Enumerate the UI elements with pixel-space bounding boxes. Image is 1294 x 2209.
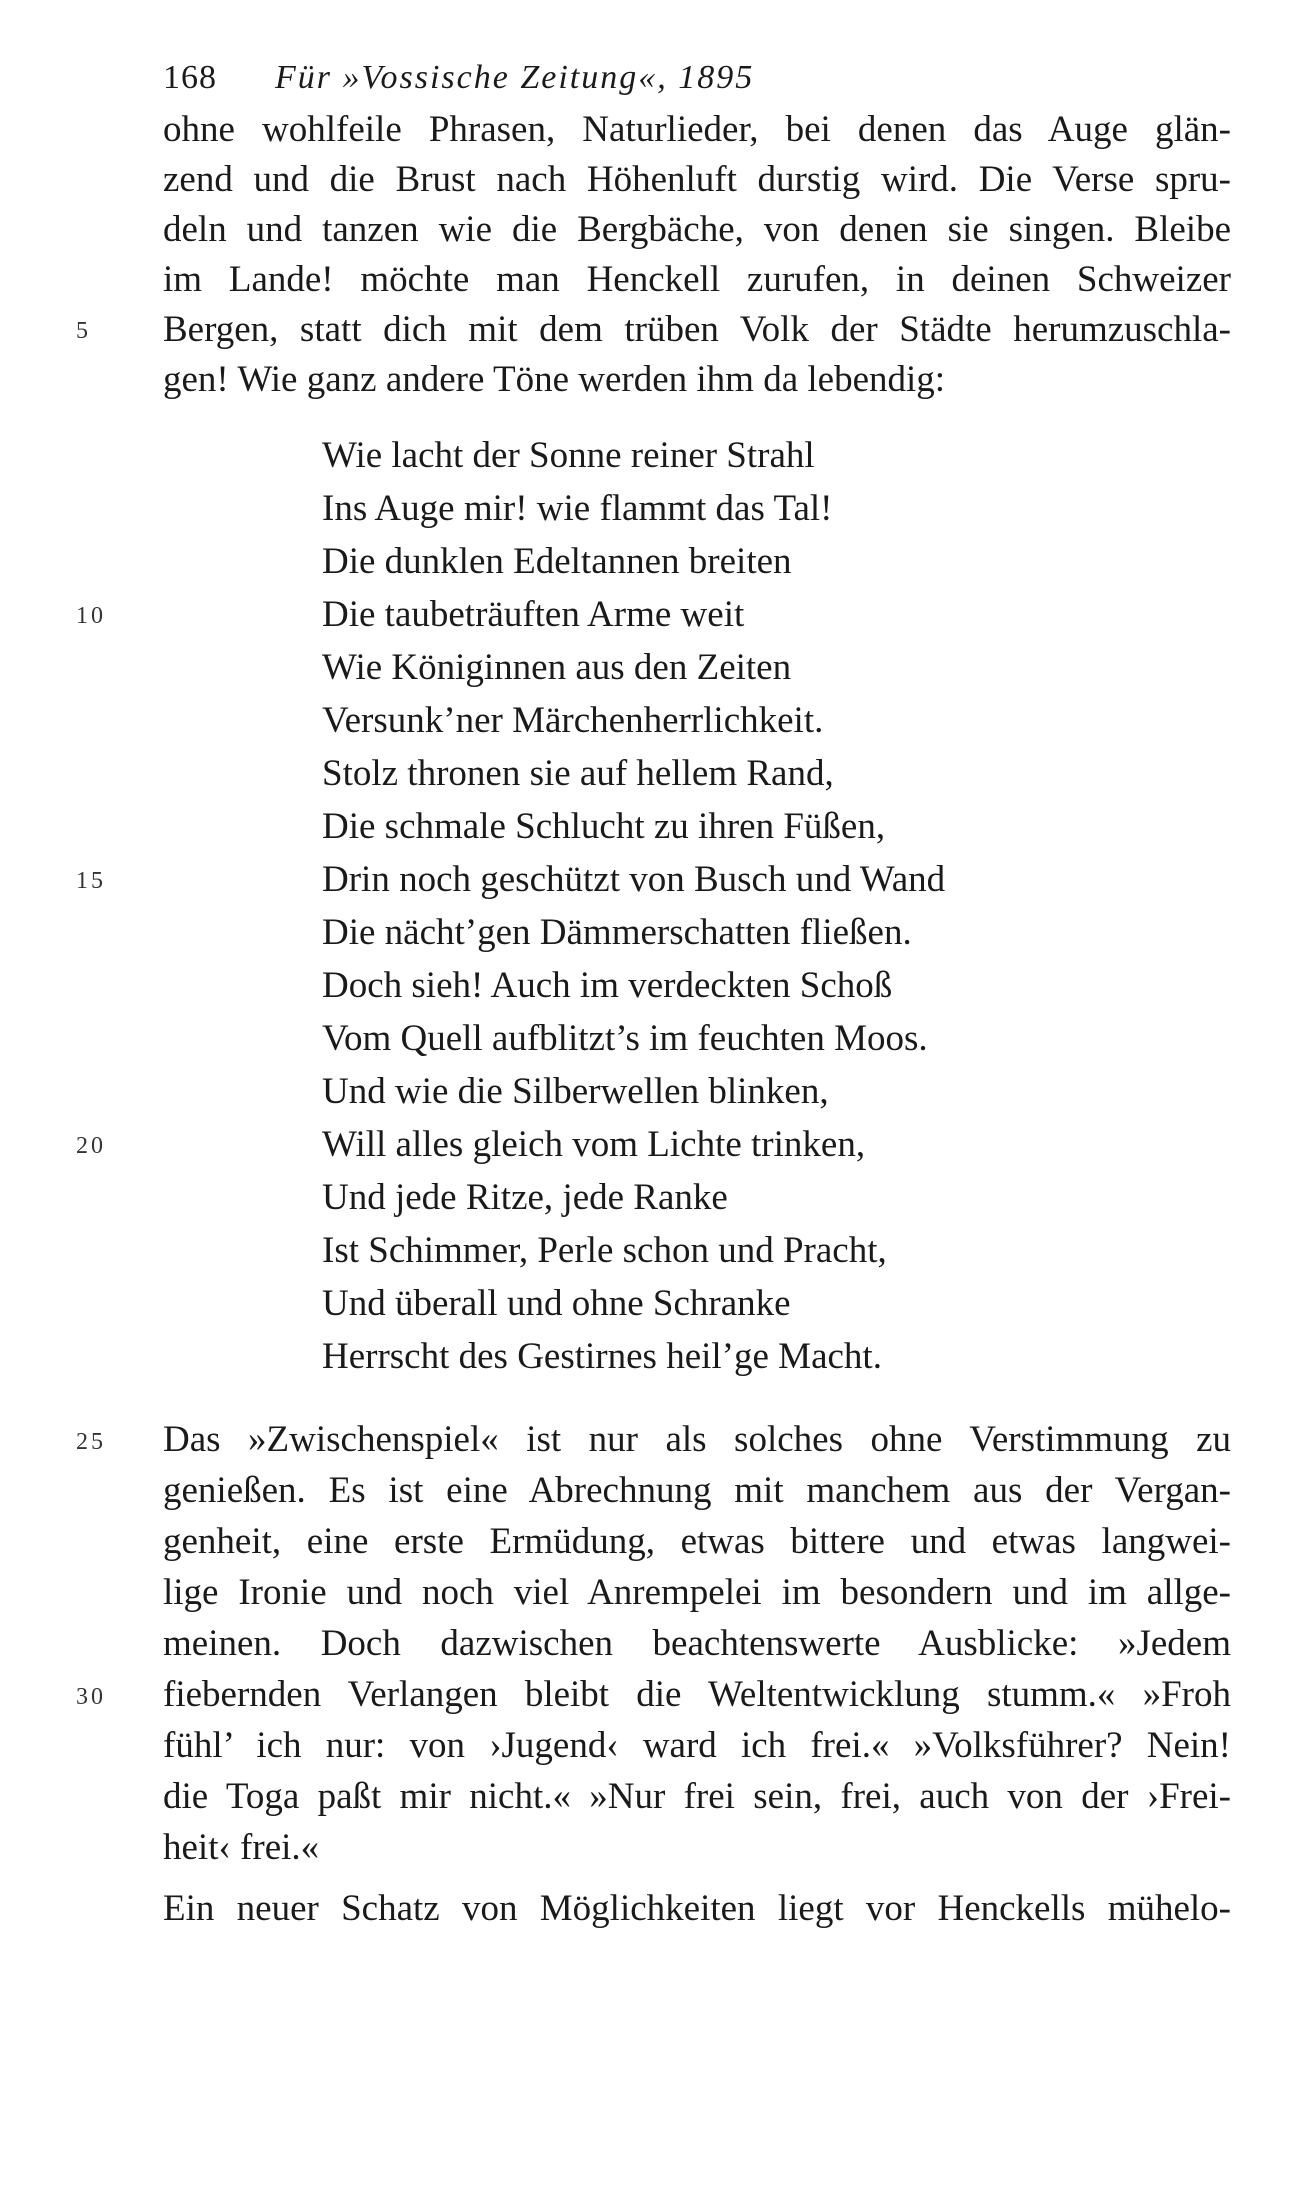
prose-line: Ein neuer Schatz von Möglichkeiten liegt vor Henckells mühelo- [163,1888,1231,1929]
line-number: 15 [76,868,106,894]
poem-line: Drin noch geschützt von Busch und Wand [322,859,946,900]
prose-line: genheit, eine erste Ermüdung, etwas bittere und etwas langwei- [163,1521,1231,1562]
page-header [163,58,754,98]
line-number: 5 [76,318,91,344]
line-number: 10 [76,603,106,629]
prose-line: heit‹ frei.« [163,1827,320,1868]
poem-line: Stolz thronen sie auf hellem Rand, [322,753,834,794]
poem-line: Wie lacht der Sonne reiner Strahl [322,435,815,476]
prose-line: genießen. Es ist eine Abrechnung mit manchem aus der Vergan- [163,1470,1231,1511]
prose-line: lige Ironie und noch viel Anrempelei im besondern und im allge- [163,1572,1231,1613]
prose-line: zend und die Brust nach Höhenluft durstig wird. Die Verse spru- [163,159,1231,200]
prose-line: fühl’ ich nur: von ›Jugend‹ ward ich frei.« »Volksführer? Nein! [163,1725,1231,1766]
prose-line: fiebernden Verlangen bleibt die Weltentwicklung stumm.« »Froh [163,1674,1231,1715]
poem-line: Die nächt’gen Dämmerschatten fließen. [322,912,912,953]
line-number: 20 [76,1133,106,1159]
poem-line: Herrscht des Gestirnes heil’ge Macht. [322,1336,882,1377]
prose-line: gen! Wie ganz andere Töne werden ihm da lebendig: [163,359,946,400]
prose-line: Das »Zwischenspiel« ist nur als solches ohne Verstimmung zu [163,1419,1231,1460]
poem-line: Und wie die Silberwellen blinken, [322,1071,829,1112]
poem-line: Versunk’ner Märchenherrlichkeit. [322,700,824,741]
poem-line: Doch sieh! Auch im verdeckten Schoß [322,965,893,1006]
poem-line: Und überall und ohne Schranke [322,1283,791,1324]
poem-line: Vom Quell aufblitzt’s im feuchten Moos. [322,1018,928,1059]
poem-line: Die taubeträuften Arme weit [322,594,745,635]
poem-line: Will alles gleich vom Lichte trinken, [322,1124,866,1165]
line-number: 30 [76,1684,106,1710]
prose-line: im Lande! möchte man Henckell zurufen, in deinen Schweizer [163,259,1231,300]
poem-line: Und jede Ritze, jede Ranke [322,1177,728,1218]
prose-line: deln und tanzen wie die Bergbäche, von denen sie singen. Bleibe [163,209,1231,250]
prose-line: ohne wohlfeile Phrasen, Naturlieder, bei denen das Auge glän- [163,109,1231,150]
poem-line: Die dunklen Edeltannen breiten [322,541,792,582]
page-number: 168 [163,59,217,96]
prose-line: meinen. Doch dazwischen beachtenswerte Ausblicke: »Jedem [163,1623,1231,1664]
prose-line: Bergen, statt dich mit dem trüben Volk der Städte herumzuschla- [163,309,1231,350]
prose-line: die Toga paßt mir nicht.« »Nur frei sein, frei, auch von der ›Frei- [163,1776,1231,1817]
poem-line: Die schmale Schlucht zu ihren Füßen, [322,806,886,847]
poem-line: Ins Auge mir! wie flammt das Tal! [322,488,833,529]
poem-line: Ist Schimmer, Perle schon und Pracht, [322,1230,887,1271]
running-title: Für »Vossische Zeitung«, 1895 [275,59,755,96]
line-number: 25 [76,1429,106,1455]
poem-line: Wie Königinnen aus den Zeiten [322,647,792,688]
